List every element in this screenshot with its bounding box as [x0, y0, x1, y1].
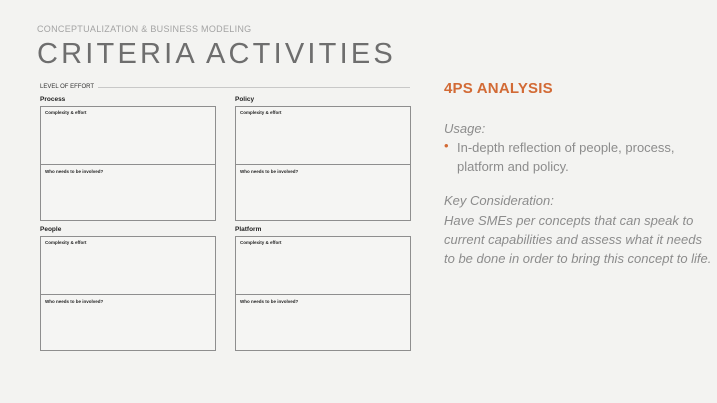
- quadrant-divider: [236, 294, 410, 295]
- complexity-label: Complexity & effort: [240, 110, 282, 115]
- involved-label: Who needs to be involved?: [240, 299, 299, 304]
- quadrant-title-platform: Platform: [235, 226, 262, 233]
- usage-bullet: [444, 138, 706, 176]
- quadrant-title-policy: Policy: [235, 96, 255, 103]
- quadrant-divider: [236, 164, 410, 165]
- quadrant-title-people: People: [40, 226, 62, 233]
- level-of-effort-row: [40, 84, 410, 94]
- bullet-icon: •: [444, 138, 449, 153]
- slide-title: CRITERIA ACTIVITIES: [37, 38, 396, 70]
- complexity-label: Complexity & effort: [45, 110, 87, 115]
- usage-label: Usage:: [444, 121, 486, 136]
- level-of-effort-label: LEVEL OF EFFORT: [40, 84, 98, 90]
- involved-label: Who needs to be involved?: [45, 169, 104, 174]
- involved-label: Who needs to be involved?: [45, 299, 104, 304]
- quadrant-divider: [41, 294, 215, 295]
- complexity-label: Complexity & effort: [45, 240, 87, 245]
- key-consideration-label: Key Consideration:: [444, 193, 554, 208]
- slide-eyebrow: CONCEPTUALIZATION & BUSINESS MODELING: [37, 24, 252, 34]
- key-consideration-text: Have SMEs per concepts that can speak to current capabilities and assess what it needs to be done in order to bring this concept to life.: [444, 213, 712, 266]
- analysis-heading: 4PS ANALYSIS: [444, 80, 553, 97]
- complexity-label: Complexity & effort: [240, 240, 282, 245]
- quadrant-box-people[interactable]: [40, 236, 216, 351]
- involved-label: Who needs to be involved?: [240, 169, 299, 174]
- quadrant-box-process[interactable]: [40, 106, 216, 221]
- quadrant-divider: [41, 164, 215, 165]
- usage-bullet-text: In-depth reflection of people, process, platform and policy.: [457, 140, 675, 174]
- quadrant-title-process: Process: [40, 96, 66, 103]
- quadrant-box-platform[interactable]: [235, 236, 411, 351]
- quadrant-box-policy[interactable]: [235, 106, 411, 221]
